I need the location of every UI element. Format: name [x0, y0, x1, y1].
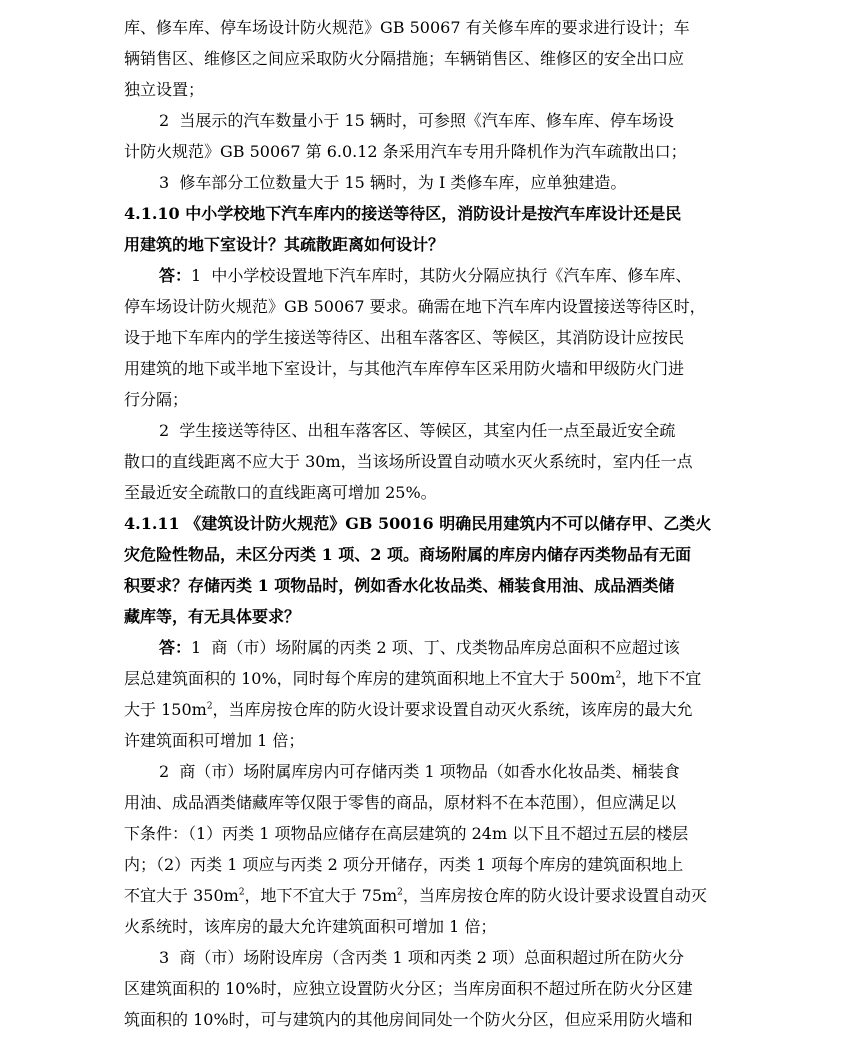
- text-line: 辆销售区、维修区之间应采取防火分隔措施；车辆销售区、维修区的安全出口应: [124, 49, 685, 68]
- text-line: 许建筑面积可增加 1 倍；: [124, 731, 305, 750]
- text-line: 火系统时，该库房的最大允许建筑面积可增加 1 倍；: [124, 917, 497, 936]
- text-line: 用建筑的地下或半地下室设计，与其他汽车库停车区采用防火墙和甲级防火门进: [124, 359, 685, 378]
- text-line: 2 学生接送等待区、出租车落客区、等候区，其室内任一点至最近安全疏: [159, 421, 676, 440]
- text-line: 2 商（市）场附属库房内可存储丙类 1 项物品（如香水化妆品类、桶装食: [159, 762, 680, 781]
- text-line: 行分隔；: [124, 390, 189, 409]
- question-heading-4-1-11: 4.1.11 《建筑设计防火规范》GB 50016 明确民用建筑内不可以储存甲、乙类火: [124, 514, 712, 533]
- question-heading-4-1-10: 4.1.10 中小学校地下汽车库内的接送等待区，消防设计是按汽车库设计还是民: [124, 204, 682, 223]
- text-line: 计防火规范》GB 50067 第 6.0.12 条采用汽车专用升降机作为汽车疏散出口；: [124, 142, 687, 161]
- question-heading-4-1-11: 藏库等，有无具体要求？: [124, 607, 301, 626]
- text-line: 用油、成品酒类储藏库等仅限于零售的商品，原材料不在本范围），但应满足以: [124, 793, 677, 812]
- text-line: 下条件：（1）丙类 1 项物品应储存在高层建筑的 24m 以下且不超过五层的楼层: [124, 824, 689, 843]
- text-line: 3 修车部分工位数量大于 15 辆时，为 I 类修车库，应单独建造。: [159, 173, 627, 192]
- question-heading-4-1-11: 灾危险性物品，未区分丙类 1 项、2 项。商场附属的库房内储存丙类物品有无面: [124, 545, 691, 564]
- answer-line: 答：1 商（市）场附属的丙类 2 项、丁、戊类物品库房总面积不应超过该: [159, 638, 680, 657]
- text-line: 区建筑面积的 10%时，应独立设置防火分区；当库房面积不超过所在防火分区建: [124, 979, 693, 998]
- answer-label: 答：: [159, 266, 192, 285]
- text-line: 内；（2）丙类 1 项应与丙类 2 项分开储存，丙类 1 项每个库房的建筑面积地上: [124, 855, 684, 874]
- text-line: 独立设置；: [124, 80, 205, 99]
- text-line: 设于地下车库内的学生接送等待区、出租车落客区、等候区，其消防设计应按民: [124, 328, 685, 347]
- text-line: 至最近安全疏散口的直线距离可增加 25%。: [124, 483, 437, 502]
- text-line: 筑面积的 10%时，可与建筑内的其他房间同处一个防火分区，但应采用防火墙和: [124, 1010, 693, 1029]
- question-heading-4-1-11: 积要求？存储丙类 1 项物品时，例如香水化妆品类、桶装食用油、成品酒类储: [124, 576, 675, 595]
- text-line: 大于 $150m^2$，当库房按仓库的防火设计要求设置自动灭火系统，该库房的最大允: [124, 700, 693, 719]
- text-line: 层总建筑面积的 10%，同时每个库房的建筑面积地上不宜大于 $500m^2$，地下不宜: [124, 669, 702, 688]
- text-line: 停车场设计防火规范》GB 50067 要求。确需在地下汽车库内设置接送等待区时，: [124, 297, 706, 316]
- text-line: 不宜大于 $350m^2$，地下不宜大于 $75m^2$，当库房按仓库的防火设计要求设置自动灭: [124, 886, 707, 905]
- answer-label: 答：: [159, 638, 192, 657]
- text-line: 库、修车库、停车场设计防火规范》GB 50067 有关修车库的要求进行设计；车: [124, 18, 690, 37]
- question-heading-4-1-10: 用建筑的地下室设计？其疏散距离如何设计？: [124, 235, 445, 254]
- text-line: 3 商（市）场附设库房（含丙类 1 项和丙类 2 项）总面积超过所在防火分: [159, 948, 685, 967]
- text-line: 2 当展示的汽车数量小于 15 辆时，可参照《汽车库、修车库、停车场设: [159, 111, 674, 130]
- answer-line: 答：1 中小学校设置地下汽车库时，其防火分隔应执行《汽车库、修车库、: [159, 266, 692, 285]
- text-line: 散口的直线距离不应大于 30m，当该场所设置自动喷水灭火系统时，室内任一点: [124, 452, 693, 471]
